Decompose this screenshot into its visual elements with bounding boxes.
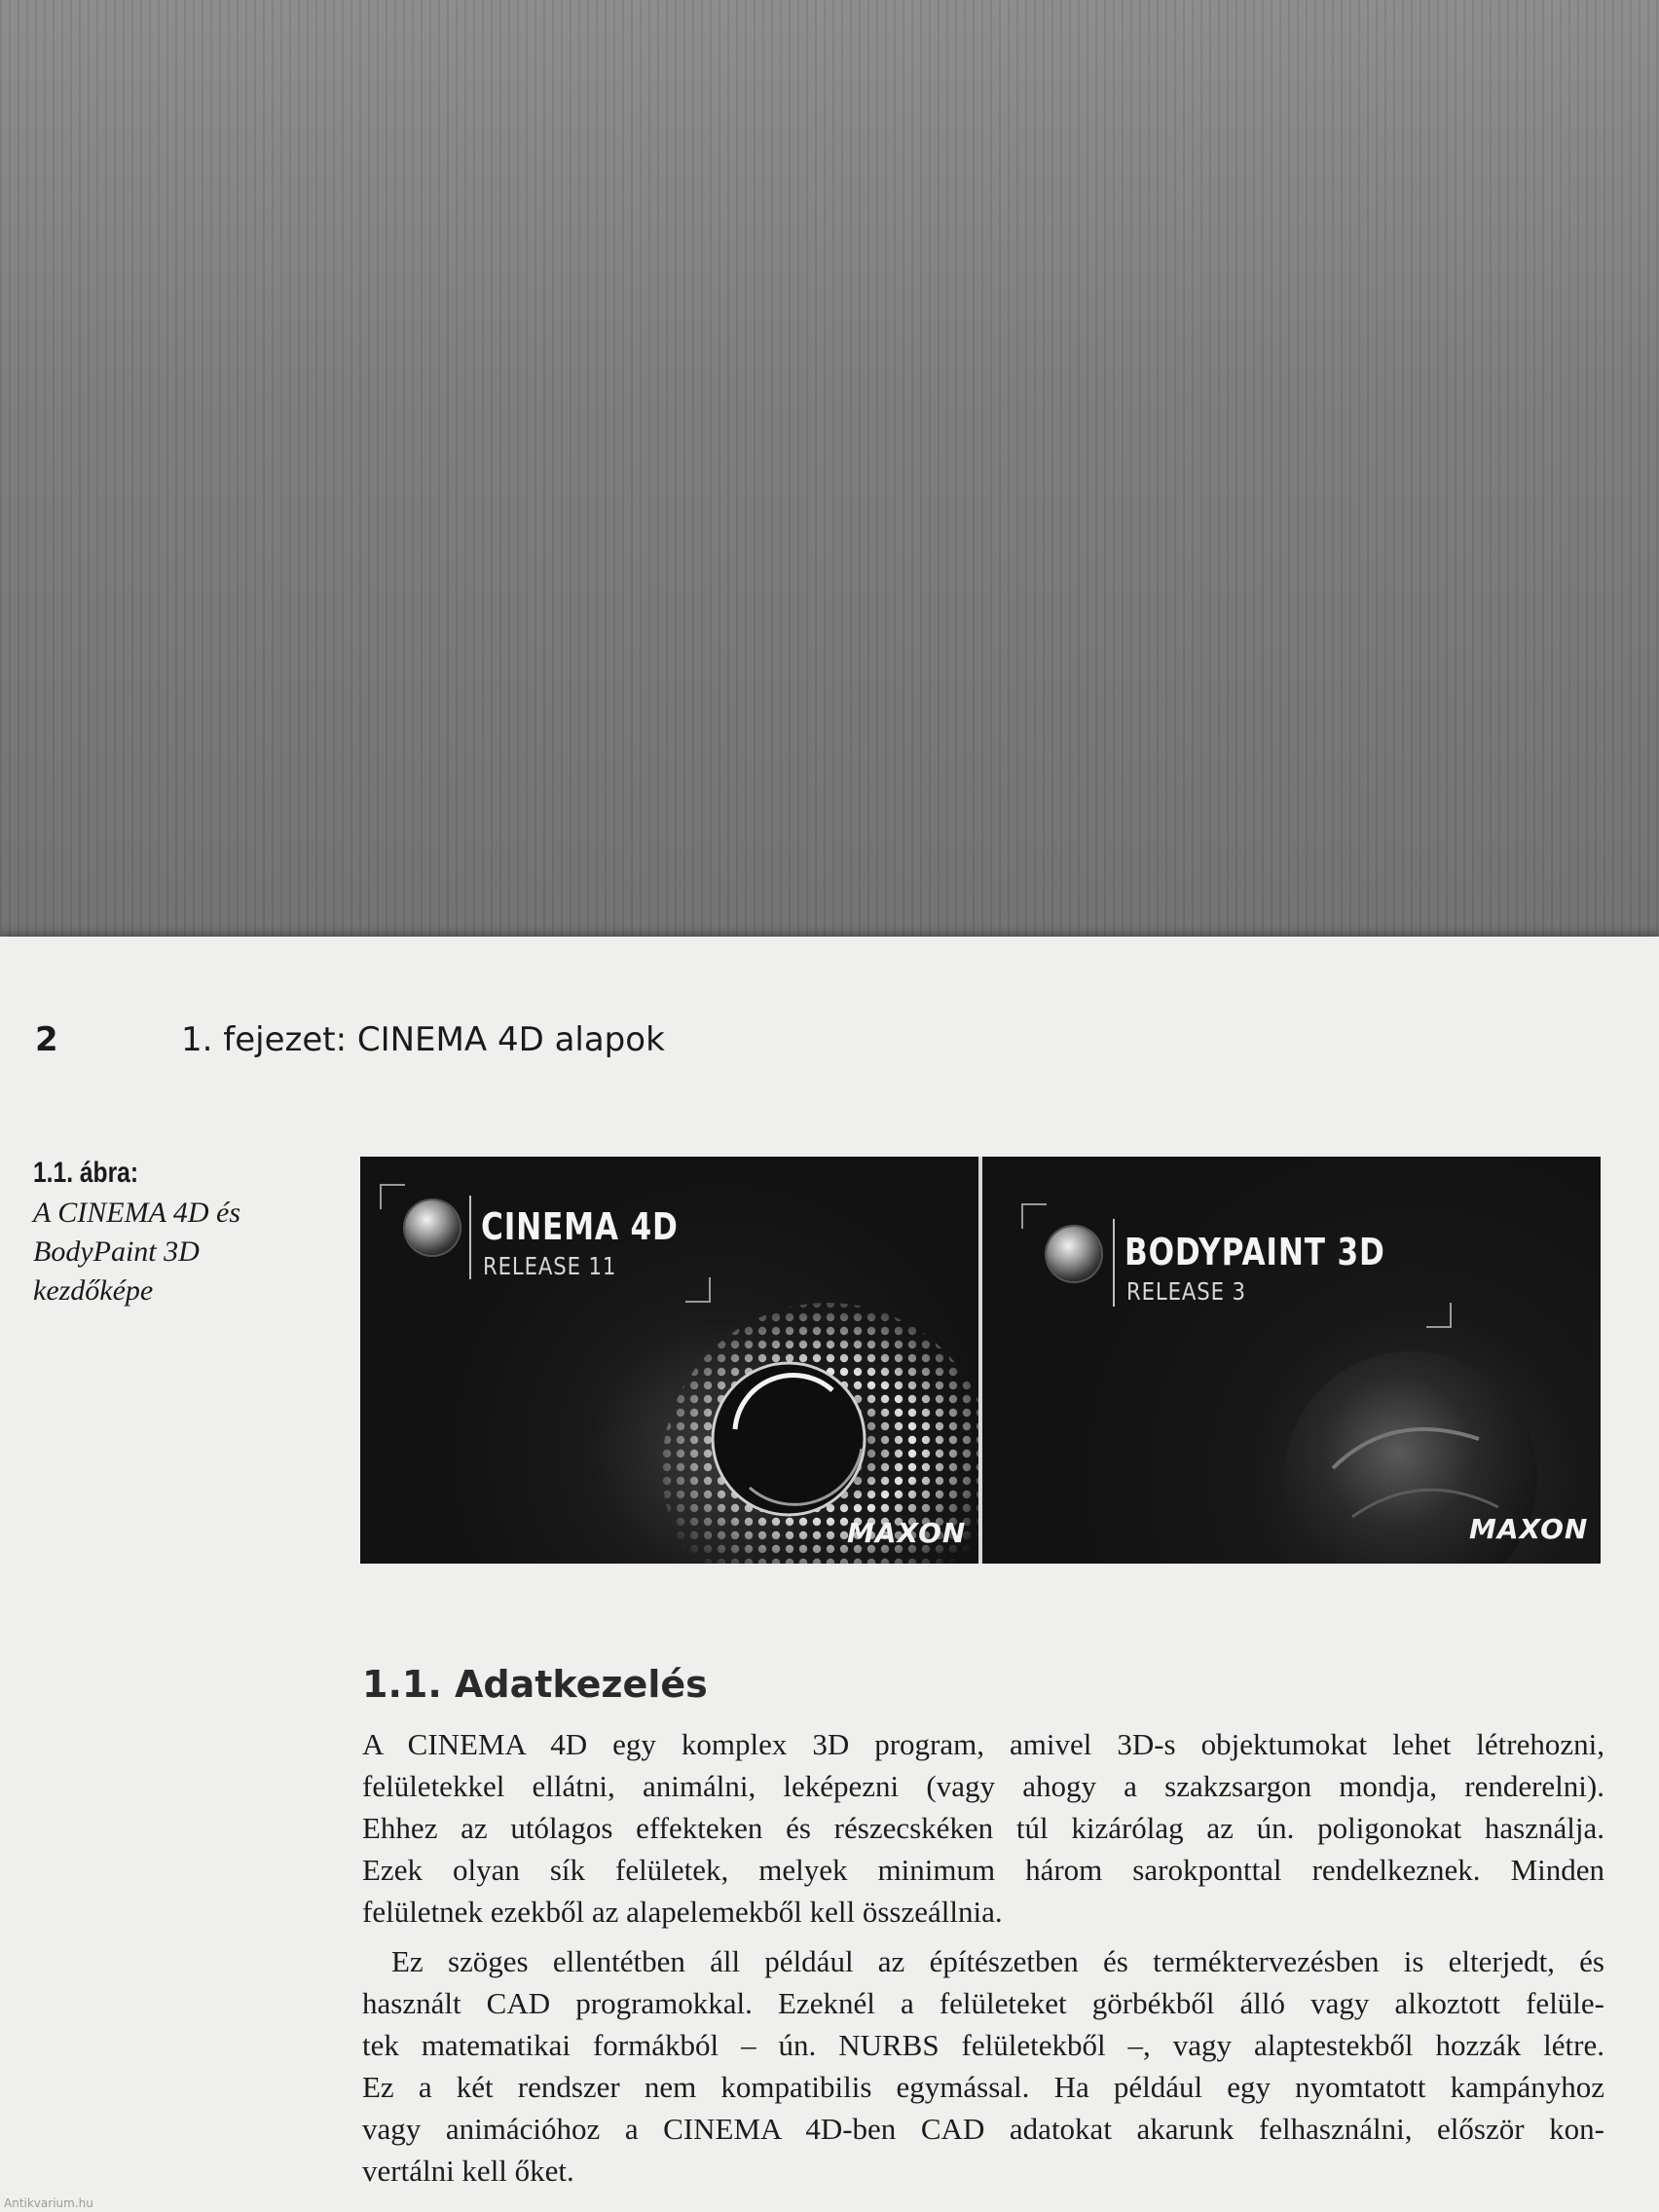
- frame-corner: [380, 1184, 405, 1209]
- figure-splash-screens: [360, 1157, 1601, 1564]
- maxon-brand: MAXON: [847, 1517, 967, 1549]
- text-line: Ezek olyan sík felületek, melyek minimum három sarokponttal rendelkeznek. Minden: [362, 1853, 1604, 1887]
- caption-line: A CINEMA 4D és: [33, 1197, 241, 1229]
- text-line: tek matematikai formákból – ún. NURBS felületekből –, vagy alaptestekből hozzák létre.: [362, 2028, 1604, 2062]
- product-name: BODYPAINT 3D: [1124, 1231, 1385, 1273]
- text-line: Ez szöges ellentétben áll például az építészetben és terméktervezésben is elterjedt, és: [391, 1944, 1604, 1978]
- section-heading: 1.1. Adatkezelés: [362, 1663, 708, 1706]
- logo-divider: [1113, 1219, 1115, 1307]
- caption-text: [33, 1194, 306, 1310]
- paragraph: [362, 1723, 1604, 1933]
- text-line: felületekkel ellátni, animálni, leképezni (vagy ahogy a szakzsargon mondja, renderelni).: [362, 1769, 1604, 1803]
- background-surface: [0, 0, 1659, 954]
- book-page: [0, 937, 1659, 2212]
- frame-corner: [1021, 1203, 1047, 1229]
- cinema4d-logo-icon: [405, 1200, 460, 1255]
- figure-caption: [33, 1157, 306, 1310]
- body-text: [362, 1723, 1604, 2192]
- text-line: A CINEMA 4D egy komplex 3D program, amivel 3D-s objektumokat lehet létrehozni,: [362, 1727, 1604, 1761]
- caption-line: BodyPaint 3D: [33, 1235, 200, 1268]
- running-head: 1. fejezet: CINEMA 4D alapok: [181, 1020, 665, 1059]
- release-label: RELEASE 11: [483, 1252, 617, 1280]
- maxon-brand: MAXON: [1469, 1513, 1589, 1545]
- text-line: használt CAD programokkal. Ezeknél a felületeket görbékből álló vagy alkoztott felüle-: [362, 1986, 1604, 2020]
- text-line: vertálni kell őket.: [362, 2154, 574, 2188]
- text-line: felületnek ezekből az alapelemekből kell összeállnia.: [362, 1895, 1003, 1929]
- caption-line: kezdőképe: [33, 1274, 154, 1307]
- caption-label: 1.1. ábra:: [33, 1157, 139, 1189]
- text-line: Ehhez az utólagos effekteken és részecskéken túl kizárólag az ún. poligonokat használja.: [362, 1811, 1604, 1845]
- bodypaint-splash: [982, 1157, 1601, 1564]
- paragraph: [362, 1940, 1604, 2192]
- text-line: Ez a két rendszer nem kompatibilis egymással. Ha például egy nyomtatott kampányhoz: [362, 2070, 1604, 2104]
- logo-divider: [469, 1196, 471, 1279]
- cinema4d-splash: [360, 1157, 978, 1564]
- page-number: 2: [35, 1020, 58, 1059]
- bodypaint-logo-icon: [1047, 1227, 1101, 1281]
- product-name: CINEMA 4D: [481, 1205, 679, 1248]
- watermark: Antikvarium.hu: [4, 2196, 93, 2210]
- text-line: vagy animációhoz a CINEMA 4D-ben CAD adatokat akarunk felhasználni, először kon-: [362, 2112, 1604, 2146]
- release-label: RELEASE 3: [1126, 1277, 1246, 1306]
